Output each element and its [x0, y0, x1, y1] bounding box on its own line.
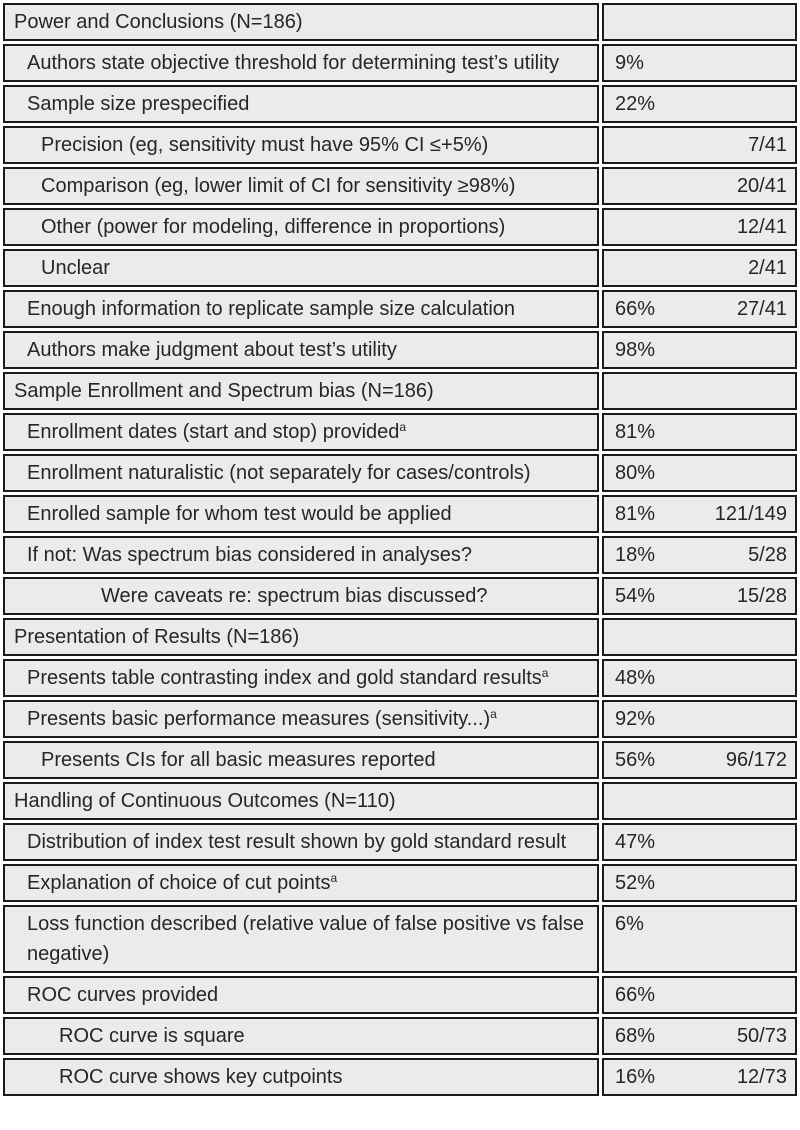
row-value-cell [602, 3, 797, 41]
row-label: Comparison (eg, lower limit of CI for sensitivity ≥98%) [41, 175, 516, 197]
fraction-value: 2/41 [748, 257, 787, 279]
fraction-value: 96/172 [725, 749, 787, 771]
table-row [3, 454, 797, 492]
row-label: Sample Enrollment and Spectrum bias (N=186) [14, 380, 434, 402]
table-row [3, 167, 797, 205]
row-value-cell [602, 536, 797, 574]
row-label-cell [3, 44, 599, 82]
row-label-cell [3, 823, 599, 861]
fraction-value: 50/73 [736, 1025, 787, 1047]
table-row [3, 249, 797, 287]
row-value-cell [602, 126, 797, 164]
row-label-cell [3, 331, 599, 369]
footnote-marker: a [330, 871, 338, 885]
percent-value: 80% [615, 462, 656, 484]
row-value-cell [602, 331, 797, 369]
row-label: ROC curve is square [59, 1025, 245, 1047]
table-row [3, 1017, 797, 1055]
row-label-cell [3, 741, 599, 779]
row-label: Presents basic performance measures (sensitivity...) [27, 708, 491, 730]
percent-value: 56% [615, 749, 656, 771]
percent-value: 48% [615, 667, 656, 689]
row-label-cell [3, 208, 599, 246]
row-label-cell [3, 1058, 599, 1096]
row-value-cell [602, 823, 797, 861]
row-label-cell [3, 495, 599, 533]
table-row [3, 126, 797, 164]
fraction-value: 12/41 [736, 216, 787, 238]
row-label: Enrolled sample for whom test would be applied [27, 503, 452, 525]
fraction-value: 5/28 [748, 544, 787, 566]
table-row [3, 413, 797, 451]
percent-value: 98% [615, 339, 656, 361]
row-value-cell [602, 372, 797, 410]
row-label: ROC curve shows key cutpoints [59, 1066, 343, 1088]
percent-value: 66% [615, 298, 656, 320]
table-row [3, 331, 797, 369]
row-value-cell [602, 577, 797, 615]
row-label: Power and Conclusions (N=186) [14, 11, 303, 33]
row-label-cell [3, 126, 599, 164]
row-label-cell [3, 577, 599, 615]
row-label: Enough information to replicate sample size calculation [27, 298, 516, 320]
table-row [3, 864, 797, 902]
row-label: Enrollment dates (start and stop) provided [27, 421, 400, 443]
table-row [3, 495, 797, 533]
fraction-value: 121/149 [714, 503, 787, 525]
row-label-cell [3, 659, 599, 697]
table-row [3, 536, 797, 574]
table-row [3, 823, 797, 861]
row-label-cell [3, 167, 599, 205]
row-value-cell [602, 741, 797, 779]
row-value-cell [602, 290, 797, 328]
table-row [3, 905, 797, 973]
row-value-cell [602, 782, 797, 820]
table-row [3, 208, 797, 246]
row-label: Distribution of index test result shown by gold standard result [27, 831, 567, 853]
row-label-cell [3, 700, 599, 738]
row-label-cell [3, 618, 599, 656]
footnote-marker: a [490, 707, 497, 721]
percent-value: 92% [615, 708, 656, 730]
row-label-cell [3, 290, 599, 328]
footnote-marker: a [399, 420, 407, 434]
row-label-cell [3, 249, 599, 287]
percent-value: 68% [615, 1025, 656, 1047]
row-label-cell [3, 1017, 599, 1055]
row-label: If not: Was spectrum bias considered in analyses? [27, 544, 473, 566]
fraction-value: 12/73 [736, 1066, 787, 1088]
row-label: ROC curves provided [27, 984, 219, 1006]
row-label-cell [3, 413, 599, 451]
table-row [3, 1058, 797, 1096]
percent-value: 6% [615, 913, 644, 935]
row-value-cell [602, 454, 797, 492]
percent-value: 52% [615, 872, 656, 894]
percent-value: 9% [615, 52, 644, 74]
study-quality-table [3, 3, 797, 1096]
row-label: Loss function described (relative value of false positive vs false negative) [27, 913, 584, 965]
fraction-value: 15/28 [736, 585, 787, 607]
row-value-cell [602, 167, 797, 205]
row-value-cell [602, 249, 797, 287]
table-row [3, 577, 797, 615]
row-label: Unclear [41, 257, 110, 279]
row-value-cell [602, 618, 797, 656]
fraction-value: 7/41 [748, 134, 787, 156]
row-label: Handling of Continuous Outcomes (N=110) [14, 790, 396, 812]
row-value-cell [602, 495, 797, 533]
row-label: Precision (eg, sensitivity must have 95% CI ≤+5%) [41, 134, 489, 156]
row-label-cell [3, 3, 599, 41]
table-row [3, 976, 797, 1014]
row-label: Presents CIs for all basic measures reported [41, 749, 436, 771]
row-label-cell [3, 454, 599, 492]
row-value-cell [602, 905, 797, 973]
row-label-cell [3, 85, 599, 123]
row-label-cell [3, 782, 599, 820]
table-row [3, 741, 797, 779]
row-value-cell [602, 976, 797, 1014]
table-row [3, 44, 797, 82]
row-label-cell [3, 536, 599, 574]
table-row [3, 659, 797, 697]
row-value-cell [602, 85, 797, 123]
row-label: Authors make judgment about test’s utility [27, 339, 397, 361]
row-label: Were caveats re: spectrum bias discussed? [101, 585, 488, 607]
table-row [3, 290, 797, 328]
percent-value: 16% [615, 1066, 656, 1088]
row-label: Enrollment naturalistic (not separately for cases/controls) [27, 462, 531, 484]
footnote-marker: a [541, 666, 549, 680]
table-row [3, 618, 797, 656]
row-value-cell [602, 659, 797, 697]
row-label-cell [3, 976, 599, 1014]
percent-value: 18% [615, 544, 656, 566]
row-label-cell [3, 372, 599, 410]
row-value-cell [602, 700, 797, 738]
row-value-cell [602, 1017, 797, 1055]
row-value-cell [602, 413, 797, 451]
row-label: Sample size prespecified [27, 93, 250, 115]
percent-value: 66% [615, 984, 656, 1006]
percent-value: 81% [615, 503, 656, 525]
percent-value: 47% [615, 831, 656, 853]
table-row [3, 85, 797, 123]
row-label: Presentation of Results (N=186) [14, 626, 300, 648]
table-row [3, 782, 797, 820]
fraction-value: 27/41 [736, 298, 787, 320]
fraction-value: 20/41 [736, 175, 787, 197]
percent-value: 54% [615, 585, 656, 607]
percent-value: 22% [615, 93, 656, 115]
percent-value: 81% [615, 421, 656, 443]
row-value-cell [602, 208, 797, 246]
row-label-cell [3, 864, 599, 902]
table-row [3, 372, 797, 410]
row-label: Explanation of choice of cut points [27, 872, 331, 894]
row-label: Presents table contrasting index and gold standard results [27, 667, 542, 689]
table-row [3, 700, 797, 738]
table-row [3, 3, 797, 41]
row-value-cell [602, 44, 797, 82]
row-value-cell [602, 1058, 797, 1096]
row-label-cell [3, 905, 599, 973]
row-label: Authors state objective threshold for determining test’s utility [27, 52, 560, 74]
row-label: Other (power for modeling, difference in proportions) [41, 216, 506, 238]
row-value-cell [602, 864, 797, 902]
